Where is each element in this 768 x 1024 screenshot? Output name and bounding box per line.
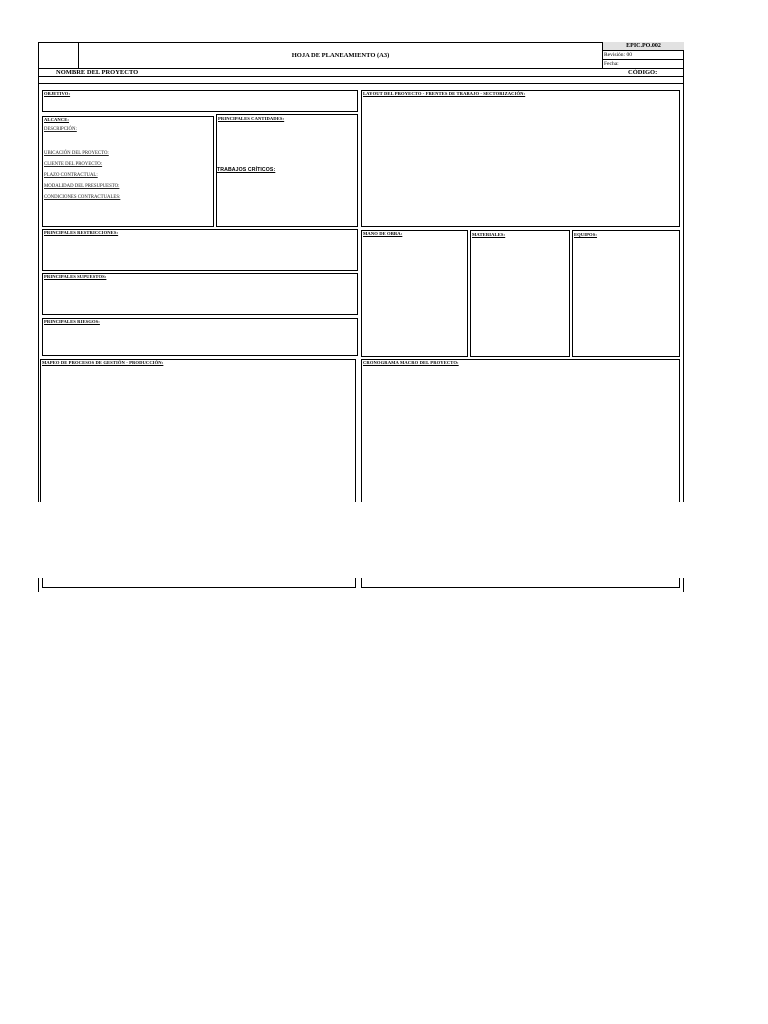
restricciones-label: PRINCIPALES RESTRICCIONES: <box>44 230 119 235</box>
condiciones-label: CONDICIONES CONTRACTUALES: <box>44 195 121 200</box>
ubicacion-label: UBICACIÓN DEL PROYECTO: <box>44 151 109 156</box>
cantidades-label: PRINCIPALES CANTIDADES: <box>218 116 285 121</box>
cantidades-box[interactable] <box>216 114 358 227</box>
date-field: Fecha: <box>602 60 684 69</box>
modalidad-label: MODALIDAD DEL PRESUPUESTO: <box>44 184 120 189</box>
descripcion-label: DESCRIPCIÓN: <box>44 127 77 132</box>
plazo-label: PLAZO CONTRACTUAL: <box>44 173 98 178</box>
trabajos-criticos-label: TRABAJOS CRÍTICOS: <box>217 167 276 173</box>
logo-cell <box>38 42 79 69</box>
cronograma-box-bottom <box>361 578 680 588</box>
document-code: EPIC.PO.002 <box>602 42 684 51</box>
supuestos-label: PRINCIPALES SUPUESTOS: <box>44 274 107 279</box>
objetivo-label: OBJETIVO: <box>44 91 71 96</box>
mano-obra-box[interactable] <box>361 230 468 357</box>
layout-box[interactable] <box>361 90 680 227</box>
page-break-gap <box>30 502 700 578</box>
cronograma-box[interactable] <box>361 359 680 519</box>
mapeo-box-bottom <box>42 578 356 588</box>
cliente-label: CLIENTE DEL PROYECTO: <box>44 162 103 167</box>
objetivo-box[interactable] <box>42 90 358 112</box>
alcance-box[interactable] <box>42 116 214 227</box>
equipos-label: EQUIPOS: <box>574 232 598 237</box>
revision-field: Revisión: 00 <box>602 51 684 60</box>
layout-label: LAYOUT DEL PROYECTO - FRENTES DE TRABAJO - SECTORIZACIÓN: <box>363 91 526 96</box>
project-row <box>38 69 684 77</box>
document-title: HOJA DE PLANEAMIENTO (A3) <box>79 42 602 69</box>
riesgos-label: PRINCIPALES RIESGOS: <box>44 319 100 324</box>
mano-obra-label: MANO DE OBRA: <box>363 231 403 236</box>
supuestos-box[interactable] <box>42 273 358 315</box>
sheet-right-edge-tick <box>683 578 684 592</box>
mapeo-label: MAPEO DE PROCESOS DE GESTIÓN - PRODUCCIÓN: <box>42 360 164 365</box>
restricciones-box[interactable] <box>42 229 358 271</box>
riesgos-box[interactable] <box>42 318 358 356</box>
materiales-label: MATERIALES: <box>472 232 506 237</box>
cronograma-label: CRONOGRAMA MACRO DEL PROYECTO: <box>363 360 459 365</box>
mapeo-box[interactable] <box>40 359 356 519</box>
materiales-box[interactable] <box>470 230 570 357</box>
alcance-label: ALCANCE: <box>44 117 70 122</box>
blank-row <box>38 77 684 84</box>
sheet-left-edge-tick <box>38 578 39 592</box>
project-name-label: NOMBRE DEL PROYECTO <box>56 69 139 76</box>
equipos-box[interactable] <box>572 230 680 357</box>
project-code-label: CÓDIGO: <box>628 69 658 76</box>
